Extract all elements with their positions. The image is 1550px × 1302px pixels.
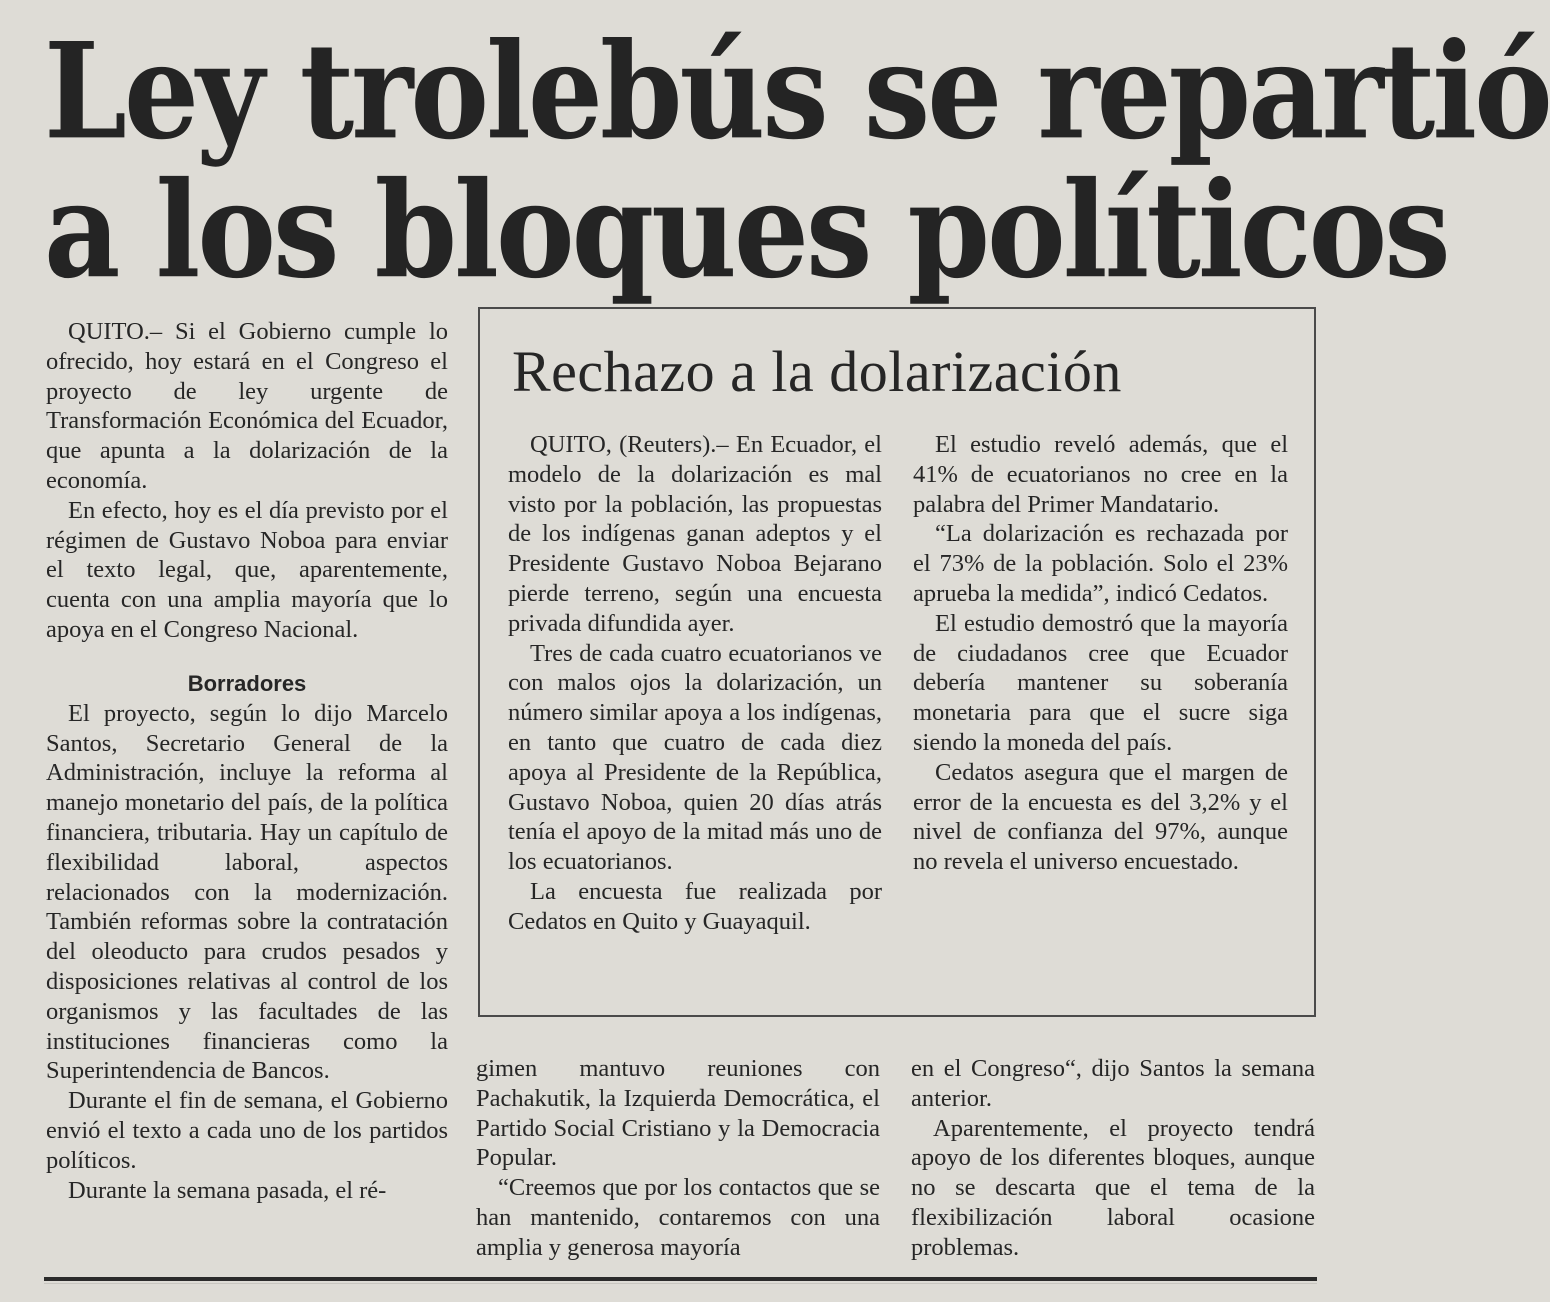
sidebar-column-1	[508, 430, 882, 937]
article-column-1	[46, 317, 448, 1205]
article-subhead: Borradores	[187, 670, 307, 696]
sidebar-column-2	[913, 430, 1288, 877]
article-paragraph: El proyecto, según lo dijo Marcelo Santos, Secretario General de la Administración, incluye la reforma al manejo monetario del país, de la política financiera, tributaria. Hay un capítulo de flexibilidad laboral, aspectos relacionados con la modernización. También reformas sobre la contratación del oleoducto para crudos pesados y disposiciones relativas al control de los organismos y las facultades de las instituciones financieras como la Superintendencia de Bancos.	[46, 699, 448, 1085]
article-column-2	[476, 1054, 880, 1263]
sidebar-paragraph: La encuesta fue realizada por Cedatos en Quito y Guayaquil.	[508, 877, 882, 935]
bottom-rule	[44, 1277, 1317, 1281]
article-paragraph: QUITO.– Si el Gobierno cumple lo ofrecido, hoy estará en el Congreso el proyecto de ley urgente de Transformación Económica del Ecuador, que apunta a la dolarización de la economía.	[46, 318, 448, 494]
sidebar-title: Rechazo a la dolarización	[512, 339, 1122, 404]
headline-line-2: a los bloques políticos	[44, 151, 1448, 308]
article-paragraph: En efecto, hoy es el día previsto por el régimen de Gustavo Noboa para enviar el texto legal, que, aparentemente, cuenta con una amplia mayoría que lo apoya en el Congreso Nacional.	[46, 496, 448, 643]
article-paragraph: Aparentemente, el proyecto tendrá apoyo de los diferentes bloques, aunque no se descarta que el tema de la flexibilización laboral ocasione problemas.	[911, 1114, 1315, 1261]
headline-line-1: Ley trolebús se repartió	[44, 13, 1550, 169]
article-paragraph: Durante el fin de semana, el Gobierno envió el texto a cada uno de los partidos políticos.	[46, 1087, 448, 1174]
article-paragraph: gimen mantuvo reuniones con Pachakutik, la Izquierda Democrática, el Partido Social Cristiano y la Democracia Popular.	[476, 1055, 880, 1172]
article-column-3	[911, 1054, 1315, 1263]
article-paragraph: en el Congreso“, dijo Santos la semana anterior.	[911, 1055, 1315, 1112]
sidebar-paragraph: “La dolarización es rechazada por el 73% de la población. Solo el 23% aprueba la medida”, indicó Cedatos.	[913, 520, 1288, 607]
sidebar-paragraph: El estudio reveló además, que el 41% de ecuatorianos no cree en la palabra del Primer Mandatario.	[913, 431, 1288, 518]
article-paragraph: Durante la semana pasada, el ré-	[68, 1176, 387, 1204]
sidebar-paragraph: Cedatos asegura que el margen de error de la encuesta es del 3,2% y el nivel de confianza del 97%, aunque no revela el universo encuestado.	[913, 758, 1288, 876]
bottom-margin-line	[44, 1283, 1317, 1284]
sidebar-box	[478, 307, 1316, 1017]
article-paragraph: “Creemos que por los contactos que se han mantenido, contaremos con una amplia y generosa mayoría	[476, 1174, 880, 1261]
sidebar-paragraph: El estudio demostró que la mayoría de ciudadanos cree que Ecuador debería mantener su soberanía monetaria para que el sucre siga siendo la moneda del país.	[913, 609, 1288, 756]
headline	[44, 13, 1550, 308]
sidebar-paragraph: Tres de cada cuatro ecuatorianos ve con malos ojos la dolarización, un número similar apoya a los indígenas, en tanto que cuatro de cada diez apoya al Presidente de la República, Gustavo Noboa, quien 20 días atrás tenía el apoyo de la mitad más uno de los ecuatorianos.	[508, 639, 882, 876]
sidebar-paragraph: QUITO, (Reuters).– En Ecuador, el modelo de la dolarización es mal visto por la población, las propuestas de los indígenas ganan adeptos y el Presidente Gustavo Noboa Bejarano pierde terreno, según una encuesta privada difundida ayer.	[508, 431, 882, 637]
